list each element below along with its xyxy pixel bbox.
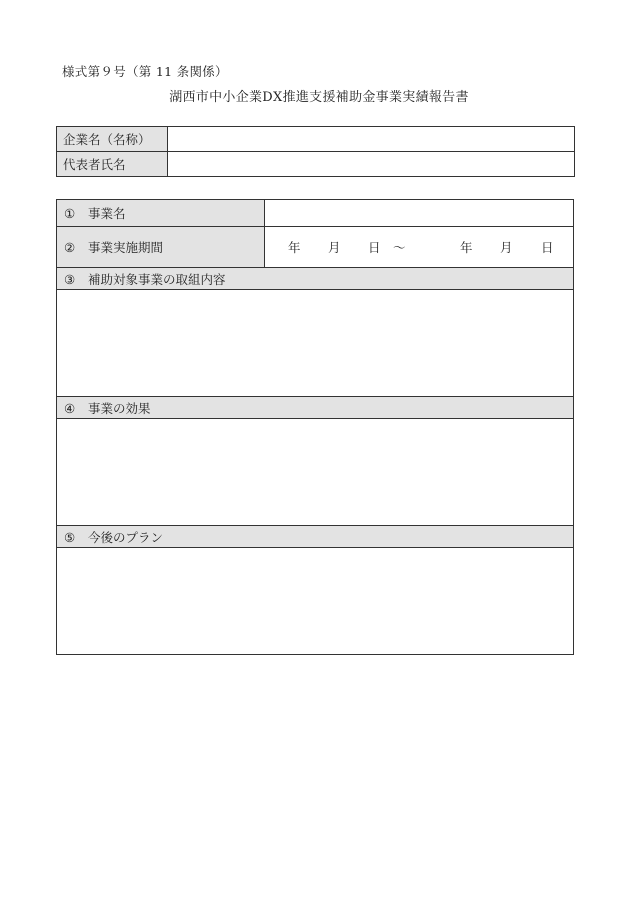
project-name-label: 事業名 — [88, 206, 126, 221]
project-name-row — [57, 200, 574, 227]
initiatives-field[interactable] — [57, 290, 574, 397]
representative-label: 代表者氏名 — [57, 152, 168, 177]
effects-body-row — [57, 419, 574, 526]
future-plan-header — [57, 526, 574, 548]
future-plan-label: 今後のプラン — [88, 529, 164, 545]
initiatives-number: ③ — [64, 271, 76, 287]
future-plan-body-row — [57, 548, 574, 655]
future-plan-header-row — [57, 526, 574, 548]
report-table — [56, 199, 574, 655]
company-info-table — [56, 126, 575, 177]
representative-row — [57, 152, 575, 177]
effects-header-row — [57, 397, 574, 419]
company-name-field[interactable] — [168, 127, 575, 152]
document-title: 湖西市中小企業DX推進支援補助金事業実績報告書 — [169, 90, 469, 105]
end-year-unit: 年 — [460, 240, 473, 255]
period-row — [57, 227, 574, 268]
period-field[interactable] — [265, 227, 574, 268]
effects-field[interactable] — [57, 419, 574, 526]
period-separator: ～ — [393, 240, 406, 255]
initiatives-label: 補助対象事業の取組内容 — [88, 271, 226, 287]
effects-number: ④ — [64, 400, 76, 416]
effects-header — [57, 397, 574, 419]
end-day-unit: 日 — [541, 240, 554, 255]
project-name-field[interactable] — [265, 200, 574, 227]
period-number: ② — [64, 240, 76, 255]
future-plan-number: ⑤ — [64, 529, 76, 545]
start-day-unit: 日 — [368, 240, 381, 255]
initiatives-header — [57, 268, 574, 290]
representative-field[interactable] — [168, 152, 575, 177]
project-name-label-cell — [57, 200, 265, 227]
end-month-unit: 月 — [500, 240, 513, 255]
period-label: 事業実施期間 — [88, 240, 164, 255]
future-plan-field[interactable] — [57, 548, 574, 655]
initiatives-header-row — [57, 268, 574, 290]
start-year-unit: 年 — [288, 240, 301, 255]
company-name-row — [57, 127, 575, 152]
period-label-cell — [57, 227, 265, 268]
start-month-unit: 月 — [328, 240, 341, 255]
form-number-label: 様式第９号（第 11 条関係） — [62, 64, 228, 79]
company-name-label: 企業名（名称） — [57, 127, 168, 152]
initiatives-body-row — [57, 290, 574, 397]
project-name-number: ① — [64, 206, 76, 221]
effects-label: 事業の効果 — [88, 400, 151, 416]
